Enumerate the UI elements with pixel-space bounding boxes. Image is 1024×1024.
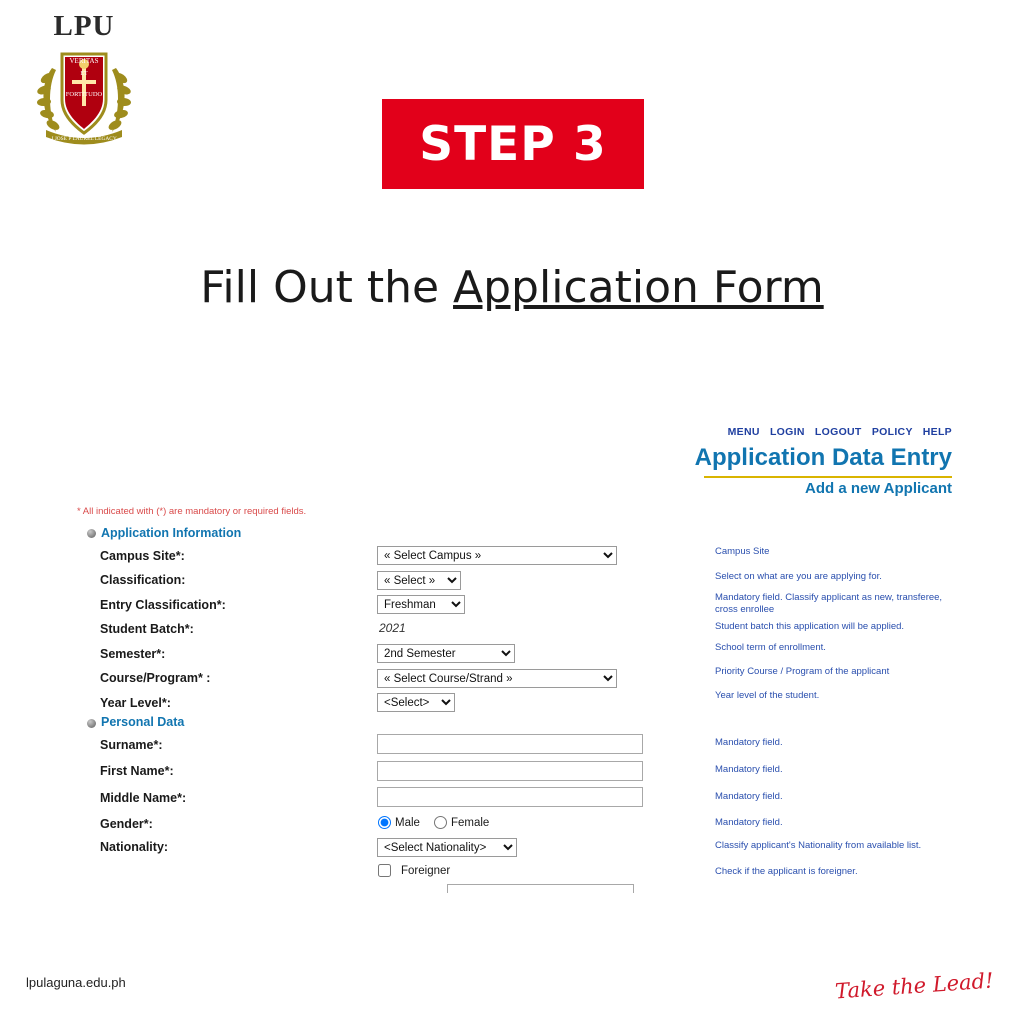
top-navigation [721,426,952,438]
section-bullet-icon [87,529,96,538]
label-classification: Classification: [100,573,186,587]
help-semester: School term of enrollment. [715,642,826,653]
svg-text:ET: ET [80,71,88,77]
logo-wordmark: LPU [53,10,115,42]
help-course-program: Priority Course / Program of the applicant [715,666,890,677]
help-student-batch: Student batch this application will be applied. [715,621,905,632]
value-student-batch: 2021 [379,621,406,635]
application-form-screenshot [70,418,960,893]
label-nationality: Nationality: [100,840,169,854]
nav-logout[interactable]: LOGOUT [814,426,862,438]
headline-prefix: Fill Out the [200,262,454,313]
checkbox-foreigner-label[interactable]: Foreigner [401,864,451,877]
input-middle-name[interactable] [377,787,643,807]
help-gender: Mandatory field. [715,817,783,828]
radio-group-gender[interactable] [378,816,503,829]
checkbox-foreigner[interactable] [378,864,391,877]
help-foreigner: Check if the applicant is foreigner. [715,866,858,877]
mandatory-fields-note: * All indicated with (*) are mandatory or required fields. [77,506,307,517]
help-surname: Mandatory field. [715,737,783,748]
footer-tagline: Take the Lead! [834,968,995,1004]
select-semester[interactable] [377,644,515,663]
label-entry-classification: Entry Classification*: [100,598,226,612]
radio-gender-male-label[interactable]: Male [395,816,420,829]
title-divider [704,476,952,478]
select-entry-classification[interactable] [377,595,465,614]
footer-website-url: lpulaguna.edu.ph [26,975,126,990]
help-year-level: Year level of the student. [715,690,820,701]
select-course-program[interactable] [377,669,617,688]
label-student-batch: Student Batch*: [100,622,194,636]
checkbox-row-foreigner[interactable] [378,864,450,877]
label-surname: Surname*: [100,738,163,752]
select-year-level[interactable] [377,693,455,712]
label-campus-site: Campus Site*: [100,549,185,563]
help-classification: Select on what are you are applying for. [715,571,882,582]
page-title [0,262,1024,313]
select-campus-site[interactable] [377,546,617,565]
nav-menu[interactable]: MENU [727,426,760,438]
headline-emphasis: Application Form [453,262,824,313]
step-banner [382,99,644,189]
radio-gender-female-label[interactable]: Female [450,816,490,829]
radio-gender-female[interactable] [434,816,447,829]
help-campus-site: Campus Site [715,546,770,557]
radio-gender-male[interactable] [378,816,391,829]
svg-text:VERITAS: VERITAS [69,57,99,65]
section-header-application-information: Application Information [101,526,242,540]
lpu-seal-icon [34,38,134,148]
help-nationality: Classify applicant's Nationality from available list. [715,840,922,851]
select-classification[interactable] [377,571,461,590]
label-first-name: First Name*: [100,764,174,778]
app-title: Application Data Entry [694,444,952,471]
nav-login[interactable]: LOGIN [769,426,805,438]
lpu-logo [28,10,140,160]
label-semester: Semester*: [100,647,166,661]
svg-text:FORTITUDO: FORTITUDO [65,91,103,98]
nav-policy[interactable]: POLICY [871,426,913,438]
input-surname[interactable] [377,734,643,754]
step-banner-label: STEP 3 [419,116,607,172]
partially-visible-field[interactable] [447,884,634,893]
section-bullet-icon [87,719,96,728]
section-header-personal-data: Personal Data [101,715,185,729]
label-middle-name: Middle Name*: [100,791,187,805]
select-nationality[interactable] [377,838,517,857]
label-year-level: Year Level*: [100,696,171,710]
app-subtitle: Add a new Applicant [805,480,952,497]
input-first-name[interactable] [377,761,643,781]
help-entry-classification: Mandatory field. Classify applicant as new, transferee, cross enrollee [715,592,943,615]
help-middle-name: Mandatory field. [715,791,783,802]
help-first-name: Mandatory field. [715,764,783,775]
svg-text:J JOSE P LAUREL LEGACY: J JOSE P LAUREL LEGACY [51,136,117,142]
label-gender: Gender*: [100,817,153,831]
label-course-program: Course/Program* : [100,671,211,685]
nav-help[interactable]: HELP [922,426,952,438]
